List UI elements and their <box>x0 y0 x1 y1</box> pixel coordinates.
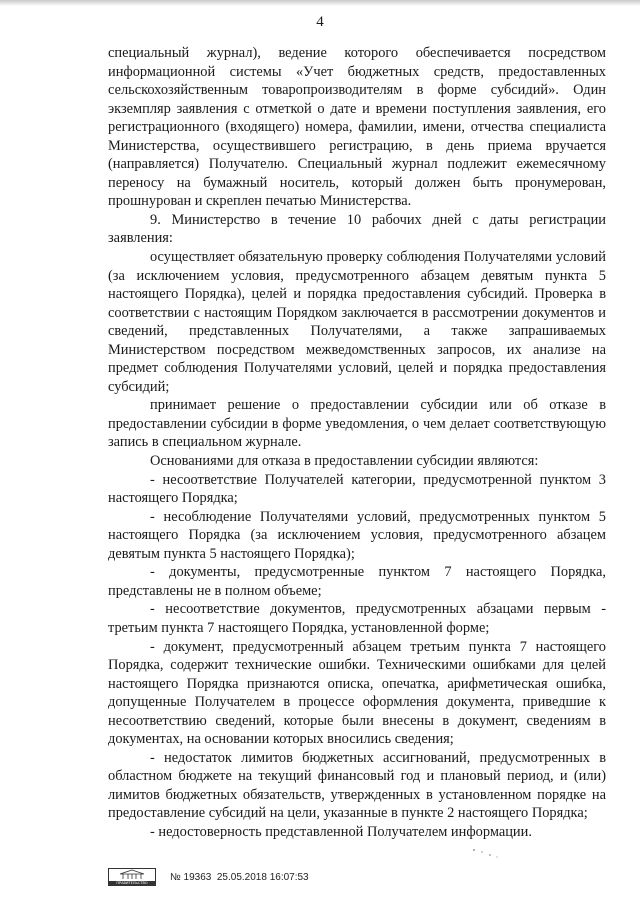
scan-top-edge <box>0 0 640 6</box>
government-logo <box>108 868 156 886</box>
list-item: - недостоверность представленной Получателем информации. <box>150 823 532 840</box>
list-item: - документ, предусмотренный абзацем третьим пункта 7 настоящего Порядка, содержит технические ошибки. Техническими ошибками для целей настоящего Порядка признаются описка, опечатка, арифметическая ошибка, допущенные Получателем в процессе оформления документа, приведшие к несоответствию сведений, которые были внесены в документ, сведениям в документах, на основании которых вносились сведения; <box>108 638 606 748</box>
page-number: 4 <box>316 14 324 30</box>
list-item: - недостаток лимитов бюджетных ассигнований, предусмотренных в областном бюджете на текущий финансовый год и плановый период, и (или) лимитов бюджетных обязательств, утвержденных в установленном порядке на предоставление субсидий на цели, указанные в пункте 2 настоящего Порядка; <box>108 749 606 822</box>
scan-specks <box>470 846 510 860</box>
paragraph: специальный журнал), ведение которого обеспечивается посредством информационной системы «Учет бюджетных средств, предоставленных сельскохозяйственным товаропроизводителям в форме субсидий». Один экземпляр заявления с отметкой о дате и времени поступления заявления, его регистрационного (входящего) номера, фамилии, имени, отчества специалиста Министерства, осуществившего регистрацию, в день приема вручается (направляется) Получателю. Специальный журнал подлежит ежемесячному переносу на бумажный носитель, который должен быть пронумерован, прошнурован и скреплен печатью Министерства. <box>108 45 606 210</box>
list-item: - несоответствие Получателей категории, предусмотренной пунктом 3 настоящего Порядка; <box>108 471 606 507</box>
footer <box>108 866 309 888</box>
list-item: - несоблюдение Получателями условий, предусмотренных пунктом 5 настоящего Порядка (за исключением условия, предусмотренного абзацем девятым пункта 5 настоящего Порядка); <box>108 508 606 562</box>
logo-caption: ПРАВИТЕЛЬСТВО <box>109 881 155 886</box>
document-registration-id: № 19363 25.05.2018 16:07:53 <box>170 871 309 883</box>
building-icon <box>117 869 147 879</box>
document-body <box>108 44 606 842</box>
paragraph: 9. Министерство в течение 10 рабочих дней с даты регистрации заявления: <box>108 211 606 247</box>
list-item: - несоответствие документов, предусмотренных абзацами первым - третьим пункта 7 настоящего Порядка, установленной форме; <box>108 601 606 636</box>
paragraph: принимает решение о предоставлении субсидии или об отказе в предоставлении субсидии в форме уведомления, о чем делает соответствующую запись в специальном журнале. <box>108 397 606 451</box>
paragraph: Основаниями для отказа в предоставлении субсидии являются: <box>150 453 539 470</box>
list-item: - документы, предусмотренные пунктом 7 настоящего Порядка, представлены не в полном объеме; <box>108 564 606 599</box>
paragraph: осуществляет обязательную проверку соблюдения Получателями условий (за исключением условия, предусмотренного абзацем девятым пункта 5 настоящего Порядка), целей и порядка предоставления субсидий. Проверка в соответствии с настоящим Порядком заключается в рассмотрении документов и сведений, представленных Получателями, а также запрашиваемых Министерством посредством межведомственных запросов, их анализе на предмет соблюдения Получателями условий, целей и порядка предоставления субсидий; <box>108 249 606 395</box>
